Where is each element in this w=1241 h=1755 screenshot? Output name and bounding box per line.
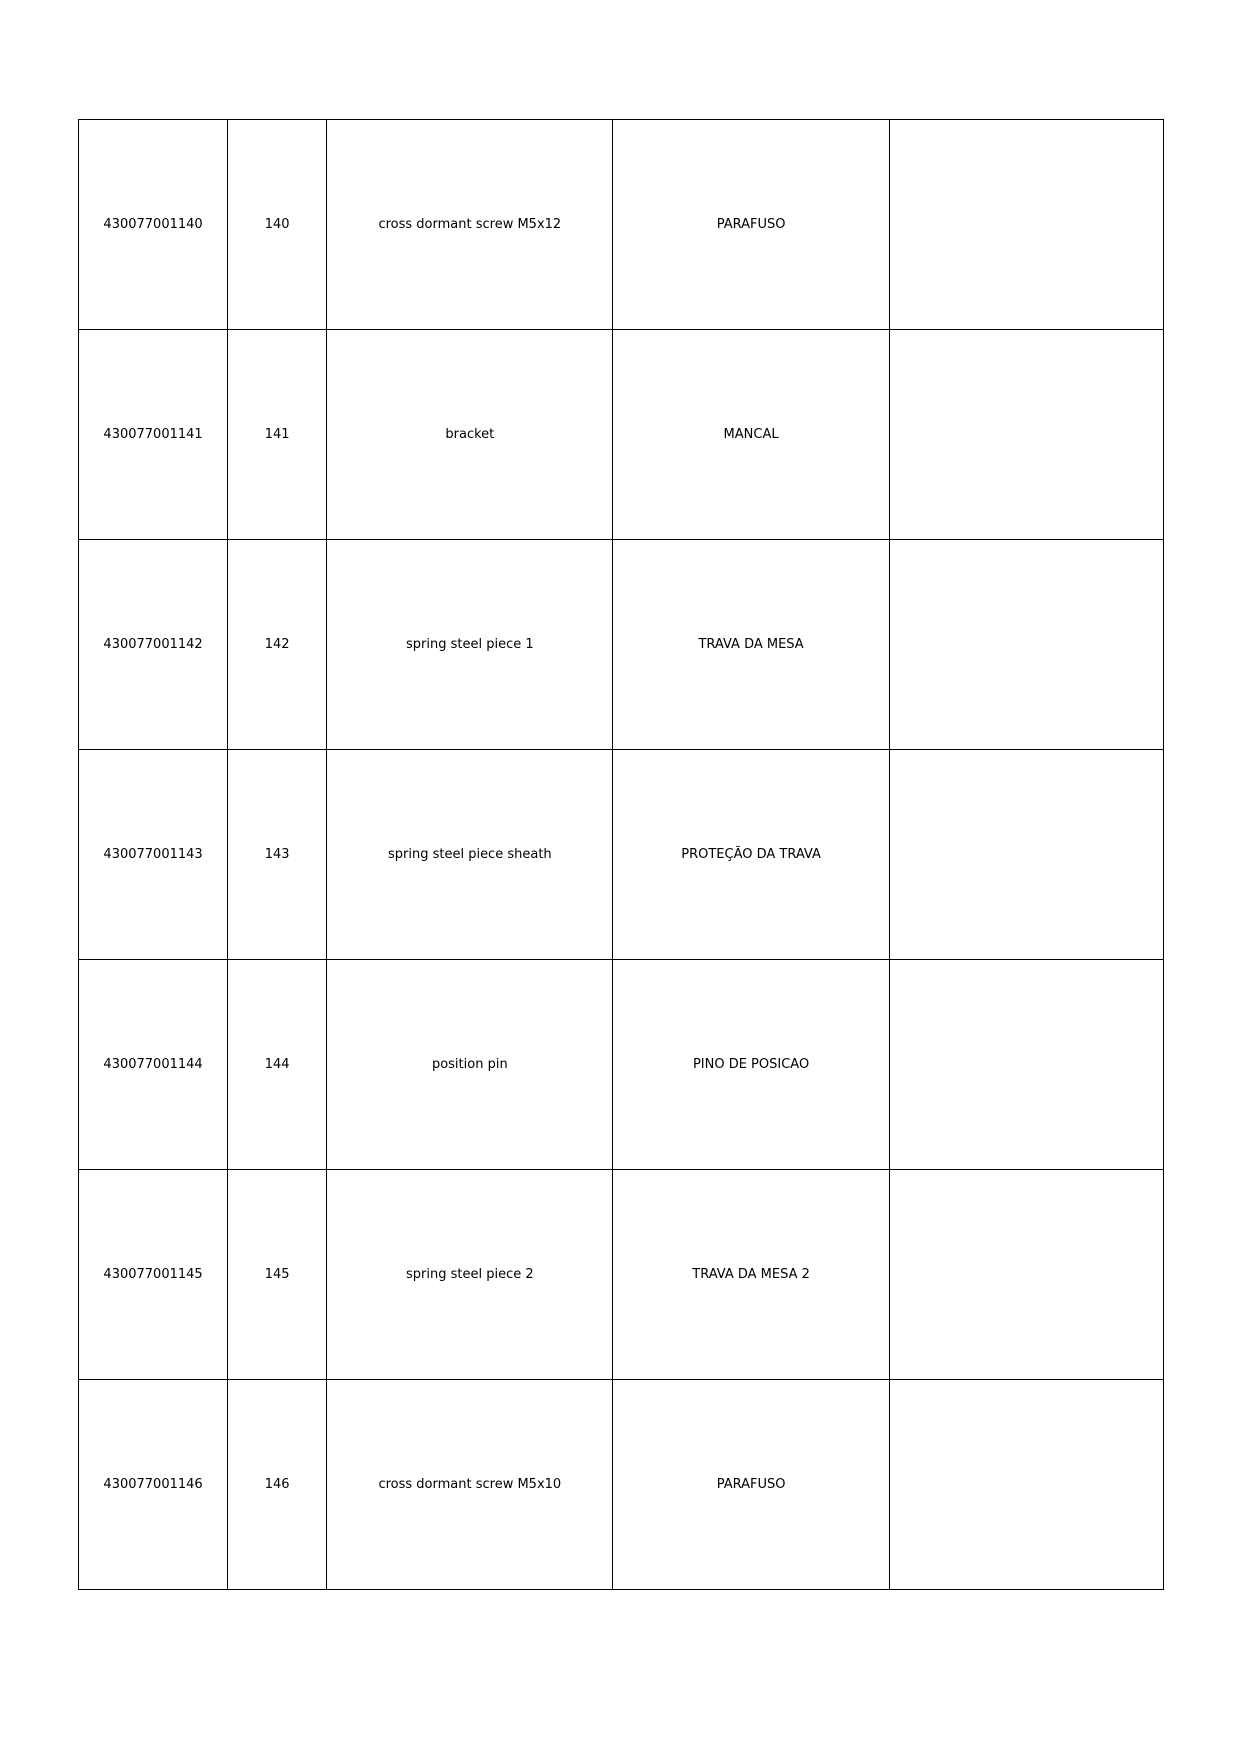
description-en-cell: position pin: [327, 960, 613, 1170]
description-pt-cell: PINO DE POSICAO: [613, 960, 889, 1170]
table-row: [79, 1170, 1164, 1380]
notes-cell: [889, 540, 1163, 750]
notes-cell: [889, 1380, 1163, 1590]
table-row: [79, 120, 1164, 330]
table-row: [79, 750, 1164, 960]
notes-cell: [889, 1170, 1163, 1380]
parts-table-body: [79, 120, 1164, 1590]
part-code-cell: 430077001141: [79, 330, 228, 540]
position-cell: 140: [228, 120, 327, 330]
part-code-cell: 430077001145: [79, 1170, 228, 1380]
table-row: [79, 540, 1164, 750]
notes-cell: [889, 960, 1163, 1170]
description-en-cell: spring steel piece sheath: [327, 750, 613, 960]
parts-table: [78, 119, 1164, 1590]
description-en-cell: spring steel piece 1: [327, 540, 613, 750]
part-code-cell: 430077001146: [79, 1380, 228, 1590]
notes-cell: [889, 120, 1163, 330]
position-cell: 145: [228, 1170, 327, 1380]
description-en-cell: cross dormant screw M5x12: [327, 120, 613, 330]
description-pt-cell: PARAFUSO: [613, 120, 889, 330]
description-en-cell: cross dormant screw M5x10: [327, 1380, 613, 1590]
table-row: [79, 330, 1164, 540]
description-pt-cell: PARAFUSO: [613, 1380, 889, 1590]
table-row: [79, 960, 1164, 1170]
position-cell: 146: [228, 1380, 327, 1590]
notes-cell: [889, 750, 1163, 960]
table-row: [79, 1380, 1164, 1590]
part-code-cell: 430077001142: [79, 540, 228, 750]
part-code-cell: 430077001143: [79, 750, 228, 960]
part-code-cell: 430077001140: [79, 120, 228, 330]
description-pt-cell: MANCAL: [613, 330, 889, 540]
description-pt-cell: TRAVA DA MESA: [613, 540, 889, 750]
description-pt-cell: TRAVA DA MESA 2: [613, 1170, 889, 1380]
description-en-cell: spring steel piece 2: [327, 1170, 613, 1380]
position-cell: 142: [228, 540, 327, 750]
position-cell: 143: [228, 750, 327, 960]
description-pt-cell: PROTEÇÃO DA TRAVA: [613, 750, 889, 960]
position-cell: 141: [228, 330, 327, 540]
part-code-cell: 430077001144: [79, 960, 228, 1170]
notes-cell: [889, 330, 1163, 540]
position-cell: 144: [228, 960, 327, 1170]
description-en-cell: bracket: [327, 330, 613, 540]
